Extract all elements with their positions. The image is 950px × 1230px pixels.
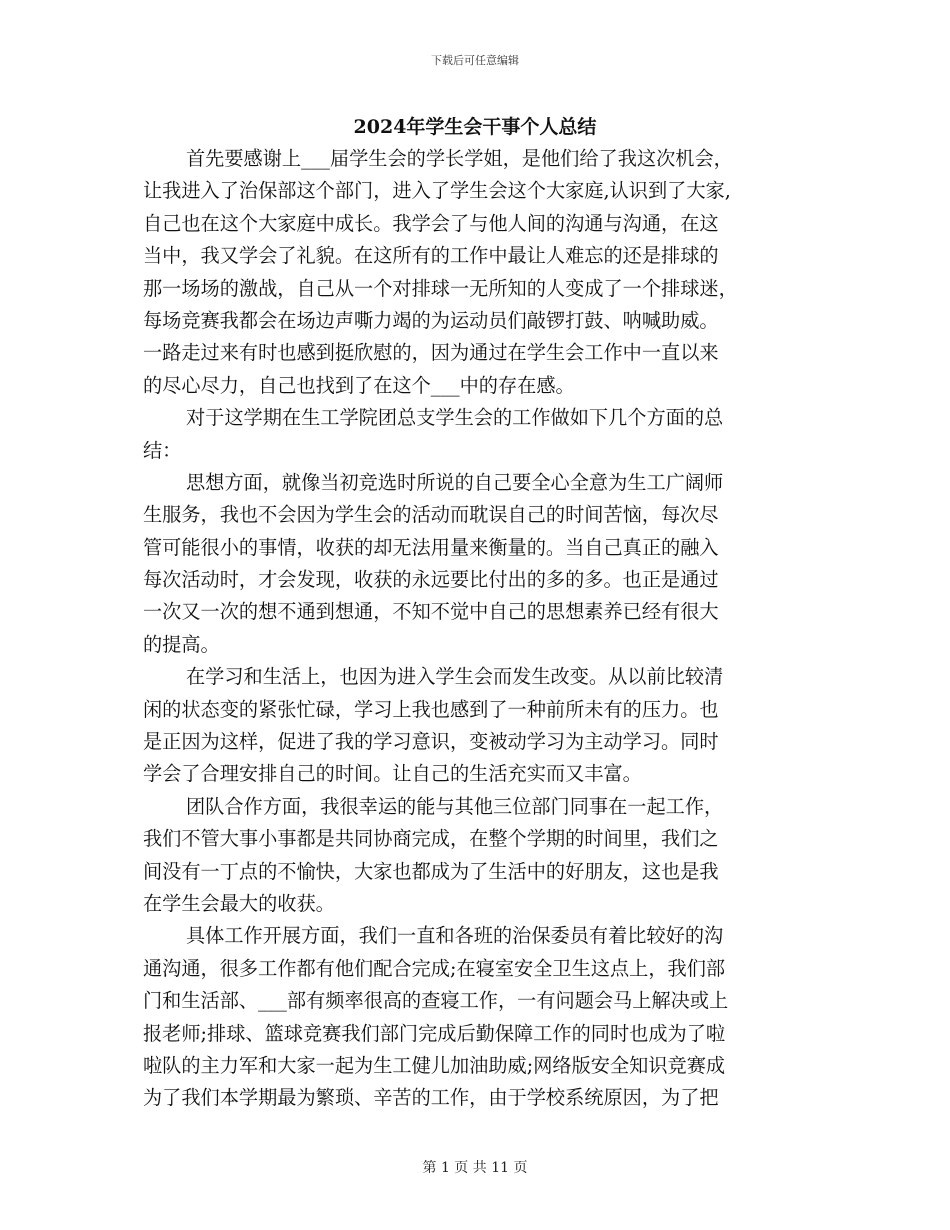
text-line: 的提高。 bbox=[143, 632, 220, 656]
text-line: 生服务，我也不会因为学生会的活动而耽误自己的时间苦恼，每次尽 bbox=[143, 503, 719, 527]
text-line: 一次又一次的想不通到想通，不知不觉中自己的思想素养已经有很大 bbox=[143, 600, 719, 624]
text-line: 让我进入了治保部这个部门，进入了学生会这个大家庭,认识到了大家, bbox=[143, 179, 731, 203]
page-footer-number: 第 1 页 共 11 页 bbox=[422, 1160, 528, 1176]
text-line: 思想方面，就像当初竞选时所说的自己要全心全意为生工广阔师 bbox=[186, 470, 724, 494]
text-line: 学会了合理安排自己的时间。让自己的生活充实而又丰富。 bbox=[143, 762, 642, 786]
page-header-note: 下载后可任意编辑 bbox=[431, 54, 519, 67]
text-line: 报老师;排球、篮球竞赛我们部门完成后勤保障工作的同时也成为了啦 bbox=[143, 1021, 726, 1045]
text-line: 自己也在这个大家庭中成长。我学会了与他人间的沟通与沟通，在这 bbox=[143, 211, 719, 235]
text-line: 在学生会最大的收获。 bbox=[143, 891, 335, 915]
text-line: 团队合作方面，我很幸运的能与其他三位部门同事在一起工作， bbox=[186, 794, 724, 818]
text-line: 间没有一丁点的不愉快，大家也都成为了生活中的好朋友，这也是我 bbox=[143, 859, 719, 883]
text-line: 啦队的主力军和大家一起为生工健儿加油助威;网络版安全知识竞赛成 bbox=[143, 1053, 726, 1077]
text-line: 对于这学期在生工学院团总支学生会的工作做如下几个方面的总 bbox=[186, 406, 724, 430]
text-line: 一路走过来有时也感到挺欣慰的，因为通过在学生会工作中一直以来 bbox=[143, 341, 719, 365]
text-line: 我们不管大事小事都是共同协商完成，在整个学期的时间里，我们之 bbox=[143, 827, 719, 851]
text-line: 通沟通，很多工作都有他们配合完成;在寝室安全卫生这点上，我们部 bbox=[143, 956, 726, 980]
text-line: 结： bbox=[143, 438, 182, 462]
text-line: 具体工作开展方面，我们一直和各班的治保委员有着比较好的沟 bbox=[186, 924, 724, 948]
text-line: 当中，我又学会了礼貌。在这所有的工作中最让人难忘的还是排球的 bbox=[143, 244, 719, 268]
text-line: 闲的状态变的紧张忙碌，学习上我也感到了一种前所未有的压力。也 bbox=[143, 697, 719, 721]
document-title: 2024年学生会干事个人总结 bbox=[353, 116, 597, 138]
document-body bbox=[143, 143, 813, 1115]
text-line: 为了我们本学期最为繁琐、辛苦的工作，由于学校系统原因，为了把 bbox=[143, 1086, 719, 1110]
text-line: 是正因为这样，促进了我的学习意识，变被动学习为主动学习。同时 bbox=[143, 730, 719, 754]
text-line: 在学习和生活上，也因为进入学生会而发生改变。从以前比较清 bbox=[186, 665, 724, 689]
text-line: 首先要感谢上___届学生会的学长学姐，是他们给了我这次机会， bbox=[186, 147, 733, 170]
text-line: 门和生活部、___部有频率很高的查寝工作，一有问题会马上解决或上 bbox=[143, 989, 729, 1013]
text-line: 每次活动时，才会发现，收获的永远要比付出的多的多。也正是通过 bbox=[143, 568, 719, 592]
text-line: 那一场场的激战，自己从一个对排球一无所知的人变成了一个排球迷， bbox=[143, 276, 738, 300]
text-line: 管可能很小的事情，收获的却无法用量来衡量的。当自己真正的融入 bbox=[143, 535, 719, 559]
text-line: 的尽心尽力，自己也找到了在这个___中的存在感。 bbox=[143, 373, 575, 397]
text-line: 每场竞赛我都会在场边声嘶力竭的为运动员们敲锣打鼓、呐喊助威。 bbox=[143, 308, 719, 332]
